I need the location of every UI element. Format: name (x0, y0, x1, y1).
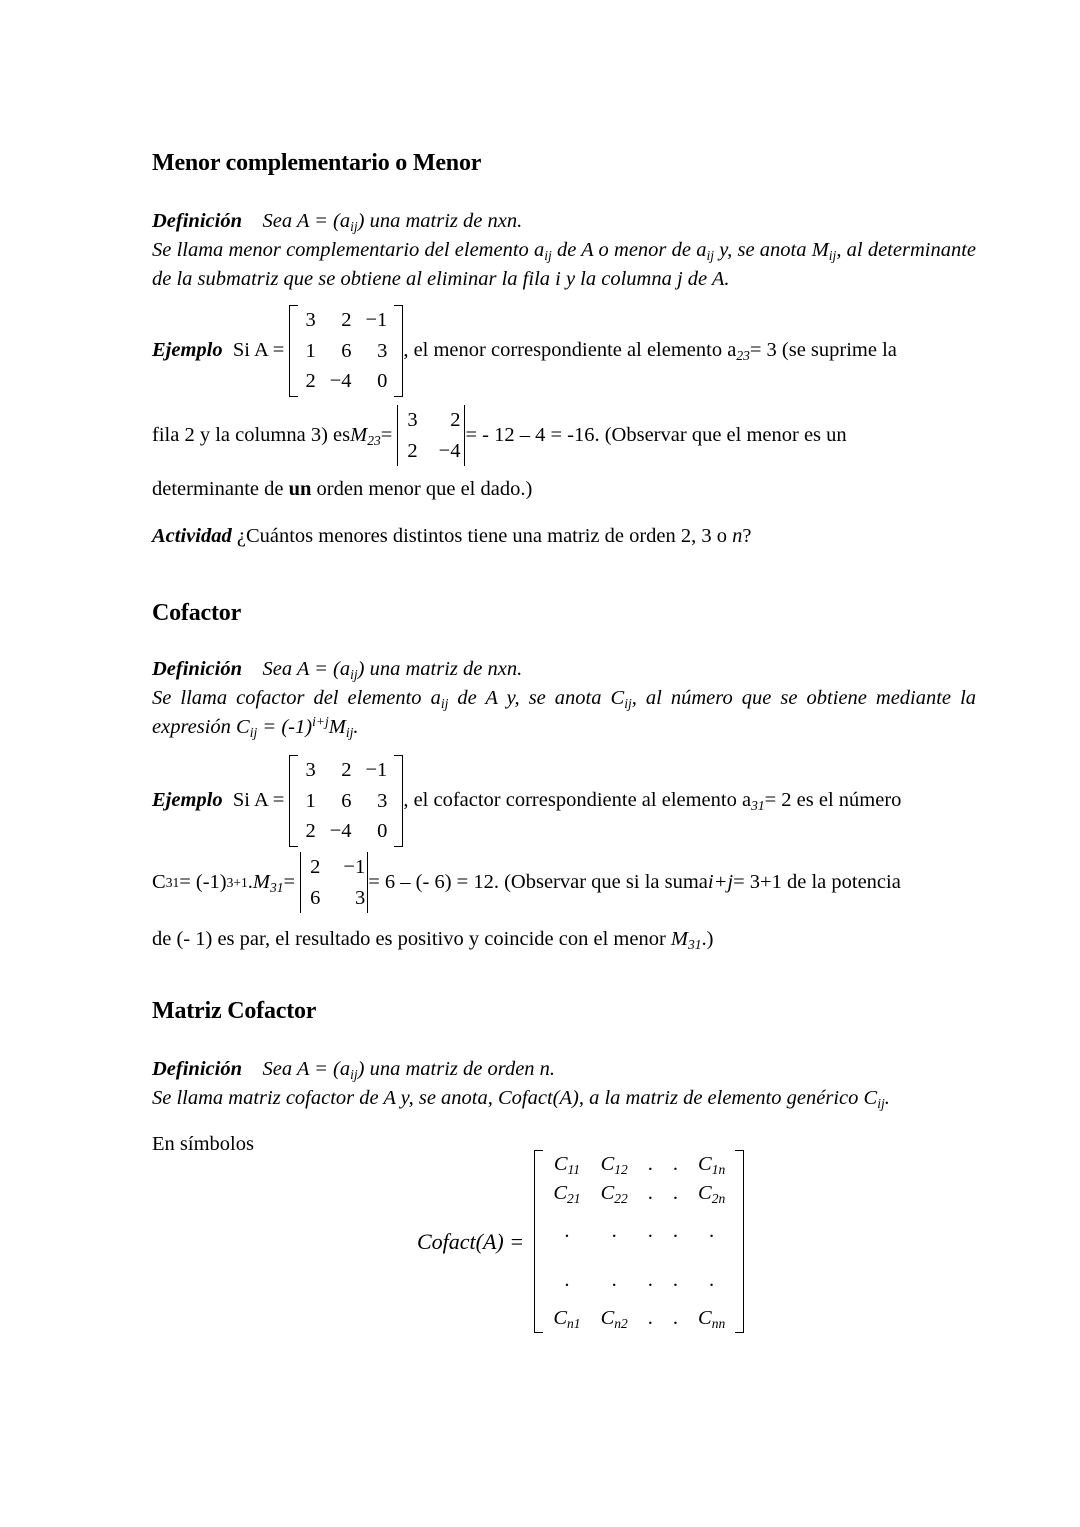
matrix-cell: 3 (354, 886, 366, 909)
minor-symbol-M31: M (670, 928, 688, 950)
definition-cofactor-line1 (152, 655, 976, 684)
subscript-ij: ij (249, 724, 258, 740)
subscript-ij: ij (544, 247, 552, 263)
matrix-cell: . (611, 1220, 617, 1242)
subscript-ij: ij (350, 1066, 358, 1082)
table-row (298, 336, 394, 367)
activity-text-a: ¿Cuántos menores distintos tiene una matriz de orden 2, 3 o (236, 525, 733, 547)
definition-label: Definición (152, 210, 242, 232)
activity-text-italic: n (732, 525, 743, 547)
definition-menor (152, 207, 976, 294)
matrix-cell: $C_{11}$ (553, 1153, 581, 1177)
exponent-i-plus-j: i+j (312, 713, 329, 729)
definition-matriz-cofactor (152, 1055, 976, 1113)
subscript-23: 23 (736, 348, 750, 364)
example-cofactor-line3 (152, 925, 976, 954)
matrix-cell: 2 (450, 409, 461, 431)
example-label: Ejemplo (152, 789, 223, 812)
table-row (543, 1179, 735, 1208)
bracket-right (394, 755, 403, 847)
example-cofactor-intro: Si A = (232, 789, 285, 812)
matrix-cell: 2 (305, 820, 316, 842)
subscript-ij: ij (706, 247, 714, 263)
definition-cofactor (152, 655, 976, 742)
matrix-cell: 2 (341, 759, 352, 781)
matrix-cell: 2 (305, 370, 316, 392)
matrix-cell: $C_{nn}$ (698, 1307, 726, 1331)
example-cofactor-dot: . (247, 871, 253, 893)
matrix-cell: 3 (305, 759, 316, 781)
definition-menor-sea: Sea A = (a (262, 210, 351, 232)
matrix-cell: $C_{12}$ (600, 1153, 628, 1177)
example-cofactor-line1 (152, 755, 976, 847)
definition-menor-body (152, 236, 976, 294)
en-simbolos-label: En símbolos (152, 1133, 254, 1155)
example-menor-line3-bold: un (288, 478, 312, 500)
subscript-ij: ij (440, 695, 449, 711)
bracket-left (534, 1150, 543, 1333)
document-page (152, 0, 976, 1527)
table-row (543, 1150, 735, 1179)
matrix-cell: . (672, 1220, 679, 1242)
matrix-cell: 3 (377, 339, 388, 362)
matrix-cell: 0 (377, 370, 388, 392)
determinant-M23-table (398, 405, 464, 466)
matrix-cell: $C_{1n}$ (698, 1153, 726, 1177)
matrix-cell: . (647, 1153, 653, 1175)
matrix-cell: 6 (341, 789, 352, 812)
definition-menor-body-c: y, se anota M (713, 239, 829, 261)
matrix-cell: . (564, 1268, 570, 1291)
matrix-A-table (298, 305, 394, 397)
matrix-cell: 6 (310, 886, 321, 909)
definition-matriz-line1 (152, 1055, 976, 1084)
table-row (543, 1207, 735, 1256)
definition-menor-body-a: Se llama menor complementario del elemento a (152, 239, 545, 261)
subscript-23: 23 (367, 432, 381, 448)
definition-cofactor-body-c: , al número que se obtiene mediante la expresión C (152, 687, 977, 738)
table-row (301, 883, 367, 914)
matrix-A-table (298, 755, 394, 847)
bracket-right (735, 1150, 744, 1333)
definition-menor-line1 (152, 207, 976, 236)
definition-matriz-line1-rest: ) una matriz de orden n. (357, 1058, 556, 1080)
matrix-cell: $C_{n2}$ (600, 1307, 628, 1331)
cofact-matrix-block (417, 1150, 744, 1333)
subscript-31: 31 (751, 798, 765, 814)
matrix-cell: $C_{2n}$ (698, 1181, 726, 1206)
table-row (298, 366, 394, 397)
example-cofactor-eq1: = (-1) (179, 871, 227, 893)
example-cofactor-line3-a: de (- 1) es par, el resultado es positivo y coincide con el menor (152, 928, 671, 950)
matrix-cell: 3 (407, 409, 418, 431)
matrix-cell: 2 (407, 439, 418, 462)
table-row (301, 852, 367, 883)
table-row (543, 1256, 735, 1305)
subscript-ij: ij (345, 724, 354, 740)
minor-symbol-M23: M (350, 424, 368, 446)
example-cofactor-italic-ij: i+j (707, 871, 734, 893)
matrix-cell: 6 (341, 339, 352, 362)
example-menor-after-matrix: , el menor correspondiente al elemento a (403, 339, 737, 362)
heading-menor-complementario: Menor complementario o Menor (152, 150, 482, 176)
example-menor-line3 (152, 475, 976, 504)
activity-text-b: ? (742, 525, 752, 547)
matrix-cell: −4 (329, 820, 352, 842)
matrix-cell: $C_{n1}$ (553, 1307, 581, 1331)
example-cofactor-eq2: = (283, 871, 296, 893)
example-menor-line3-a: determinante de (152, 478, 289, 500)
example-cofactor-after-matrix: , el cofactor correspondiente al elemento a (403, 789, 752, 812)
matrix-cell: . (564, 1220, 570, 1242)
matrix-cell: . (672, 1307, 679, 1329)
table-row (398, 436, 464, 467)
matrix-cell: $C_{22}$ (600, 1181, 628, 1206)
definition-cofactor-body-f: . (353, 716, 359, 738)
minor-symbol-M31: M (252, 871, 270, 893)
example-label: Ejemplo (152, 339, 223, 362)
example-menor-line2-a: fila 2 y la columna 3) es (152, 424, 351, 446)
subscript-31: 31 (688, 936, 702, 952)
matrix-cell: . (709, 1268, 715, 1291)
example-menor-line3-b: orden menor que el dado.) (311, 478, 533, 500)
definition-cofactor-body (152, 684, 976, 742)
definition-cofactor-body-a: Se llama cofactor del elemento a (152, 687, 441, 709)
matrix-cell: −1 (365, 759, 388, 781)
activity-menor (152, 522, 976, 551)
example-menor-after-sub: = 3 (se suprime la (749, 339, 897, 362)
definition-cofactor-body-b: de A y, se anota C (448, 687, 625, 709)
matrix-cell: . (672, 1181, 679, 1204)
table-row (398, 405, 464, 436)
matrix-cell: . (647, 1181, 653, 1204)
matrix-cell: −1 (365, 309, 388, 331)
matrix-cell: 2 (341, 309, 352, 331)
matrix-cell: 3 (377, 789, 388, 812)
definition-label: Definición (152, 658, 242, 680)
definition-menor-body-b: de A o menor de a (551, 239, 707, 261)
definition-cofactor-body-e: M (328, 716, 346, 738)
matrix-cell: 1 (305, 339, 316, 362)
definition-matriz-body-b: . (884, 1087, 890, 1109)
subscript-ij: ij (828, 247, 837, 263)
definition-cofactor-sea: Sea A = (a (262, 658, 351, 680)
subscript-ij: ij (624, 695, 632, 711)
cofact-label: Cofact(A) = (417, 1228, 525, 1254)
matrix-cell: . (647, 1220, 653, 1242)
matrix-cofact (534, 1150, 744, 1333)
definition-menor-line1-rest: ) una matriz de nxn. (357, 210, 523, 232)
matrix-cell: . (672, 1153, 679, 1175)
subscript-31: 31 (269, 879, 284, 895)
example-cofactor-after-sub: = 2 es el número (764, 789, 902, 812)
matrix-cell: . (611, 1268, 617, 1291)
matrix-cell: 1 (305, 789, 316, 812)
subscript-ij: ij (350, 666, 358, 682)
matrix-A (289, 305, 403, 397)
cofactor-symbol-C31: C (152, 871, 166, 893)
matrix-cell: 0 (377, 820, 388, 842)
table-row (298, 786, 394, 817)
definition-cofactor-body-d: = (-1) (257, 716, 313, 738)
example-menor-line2-result: = - 12 – 4 = -16. (Observar que el menor es un (465, 424, 847, 446)
table-row (298, 305, 394, 336)
matrix-cell: −4 (329, 370, 352, 392)
matrix-cell: . (647, 1268, 653, 1291)
table-row (298, 816, 394, 847)
bracket-right (394, 305, 403, 397)
heading-matriz-cofactor: Matriz Cofactor (152, 998, 317, 1024)
determinant-M23 (397, 405, 465, 466)
example-menor-line1 (152, 305, 976, 397)
matrix-cell: 2 (310, 856, 321, 878)
subscript-ij: ij (877, 1095, 885, 1111)
matrix-cell: −1 (343, 856, 366, 878)
definition-label: Definición (152, 1058, 242, 1080)
matrix-cell: . (709, 1220, 715, 1242)
definition-cofactor-line1-rest: ) una matriz de nxn. (357, 658, 523, 680)
example-menor-line2 (152, 405, 976, 466)
table-row (543, 1304, 735, 1333)
matrix-cell: 3 (305, 309, 316, 331)
matrix-cell: $C_{21}$ (553, 1181, 581, 1206)
activity-label: Actividad (152, 525, 232, 547)
determinant-M31 (300, 852, 368, 913)
example-menor-line2-eq: = (380, 424, 393, 446)
example-cofactor-tail: = 3+1 de la potencia (733, 871, 901, 893)
example-menor-intro: Si A = (232, 339, 285, 362)
subscript-ij: ij (350, 218, 358, 234)
definition-matriz-body (152, 1084, 976, 1113)
matrix-cofact-table (543, 1150, 735, 1333)
heading-cofactor: Cofactor (152, 600, 242, 626)
matrix-cell: . (672, 1268, 679, 1291)
example-cofactor-line2: C 31 = (-1) 3+1 . M $_{31}$ = 2 −1 6 3 = 6 – (- 6) = 12. (Observar que si la suma i+j = 3+1 de la potencia (152, 852, 976, 913)
bracket-left (289, 755, 298, 847)
definition-matriz-body-a: Se llama matriz cofactor de A y, se anota, Cofact(A), a la matriz de elemento genérico C (152, 1087, 878, 1109)
example-cofactor-result: = 6 – (- 6) = 12. (Observar que si la suma (368, 871, 708, 893)
matrix-cell: . (647, 1307, 653, 1329)
matrix-A (289, 755, 403, 847)
table-row (298, 755, 394, 786)
bracket-left (289, 305, 298, 397)
definition-menor-body-d: , al determinante de la submatriz que se obtiene al eliminar la fila i y la columna j de A. (152, 239, 976, 290)
definition-matriz-sea: Sea A = (a (262, 1058, 351, 1080)
example-cofactor-line3-b: .) (701, 928, 714, 950)
determinant-M31-table (301, 852, 367, 913)
matrix-cell: −4 (438, 439, 461, 462)
